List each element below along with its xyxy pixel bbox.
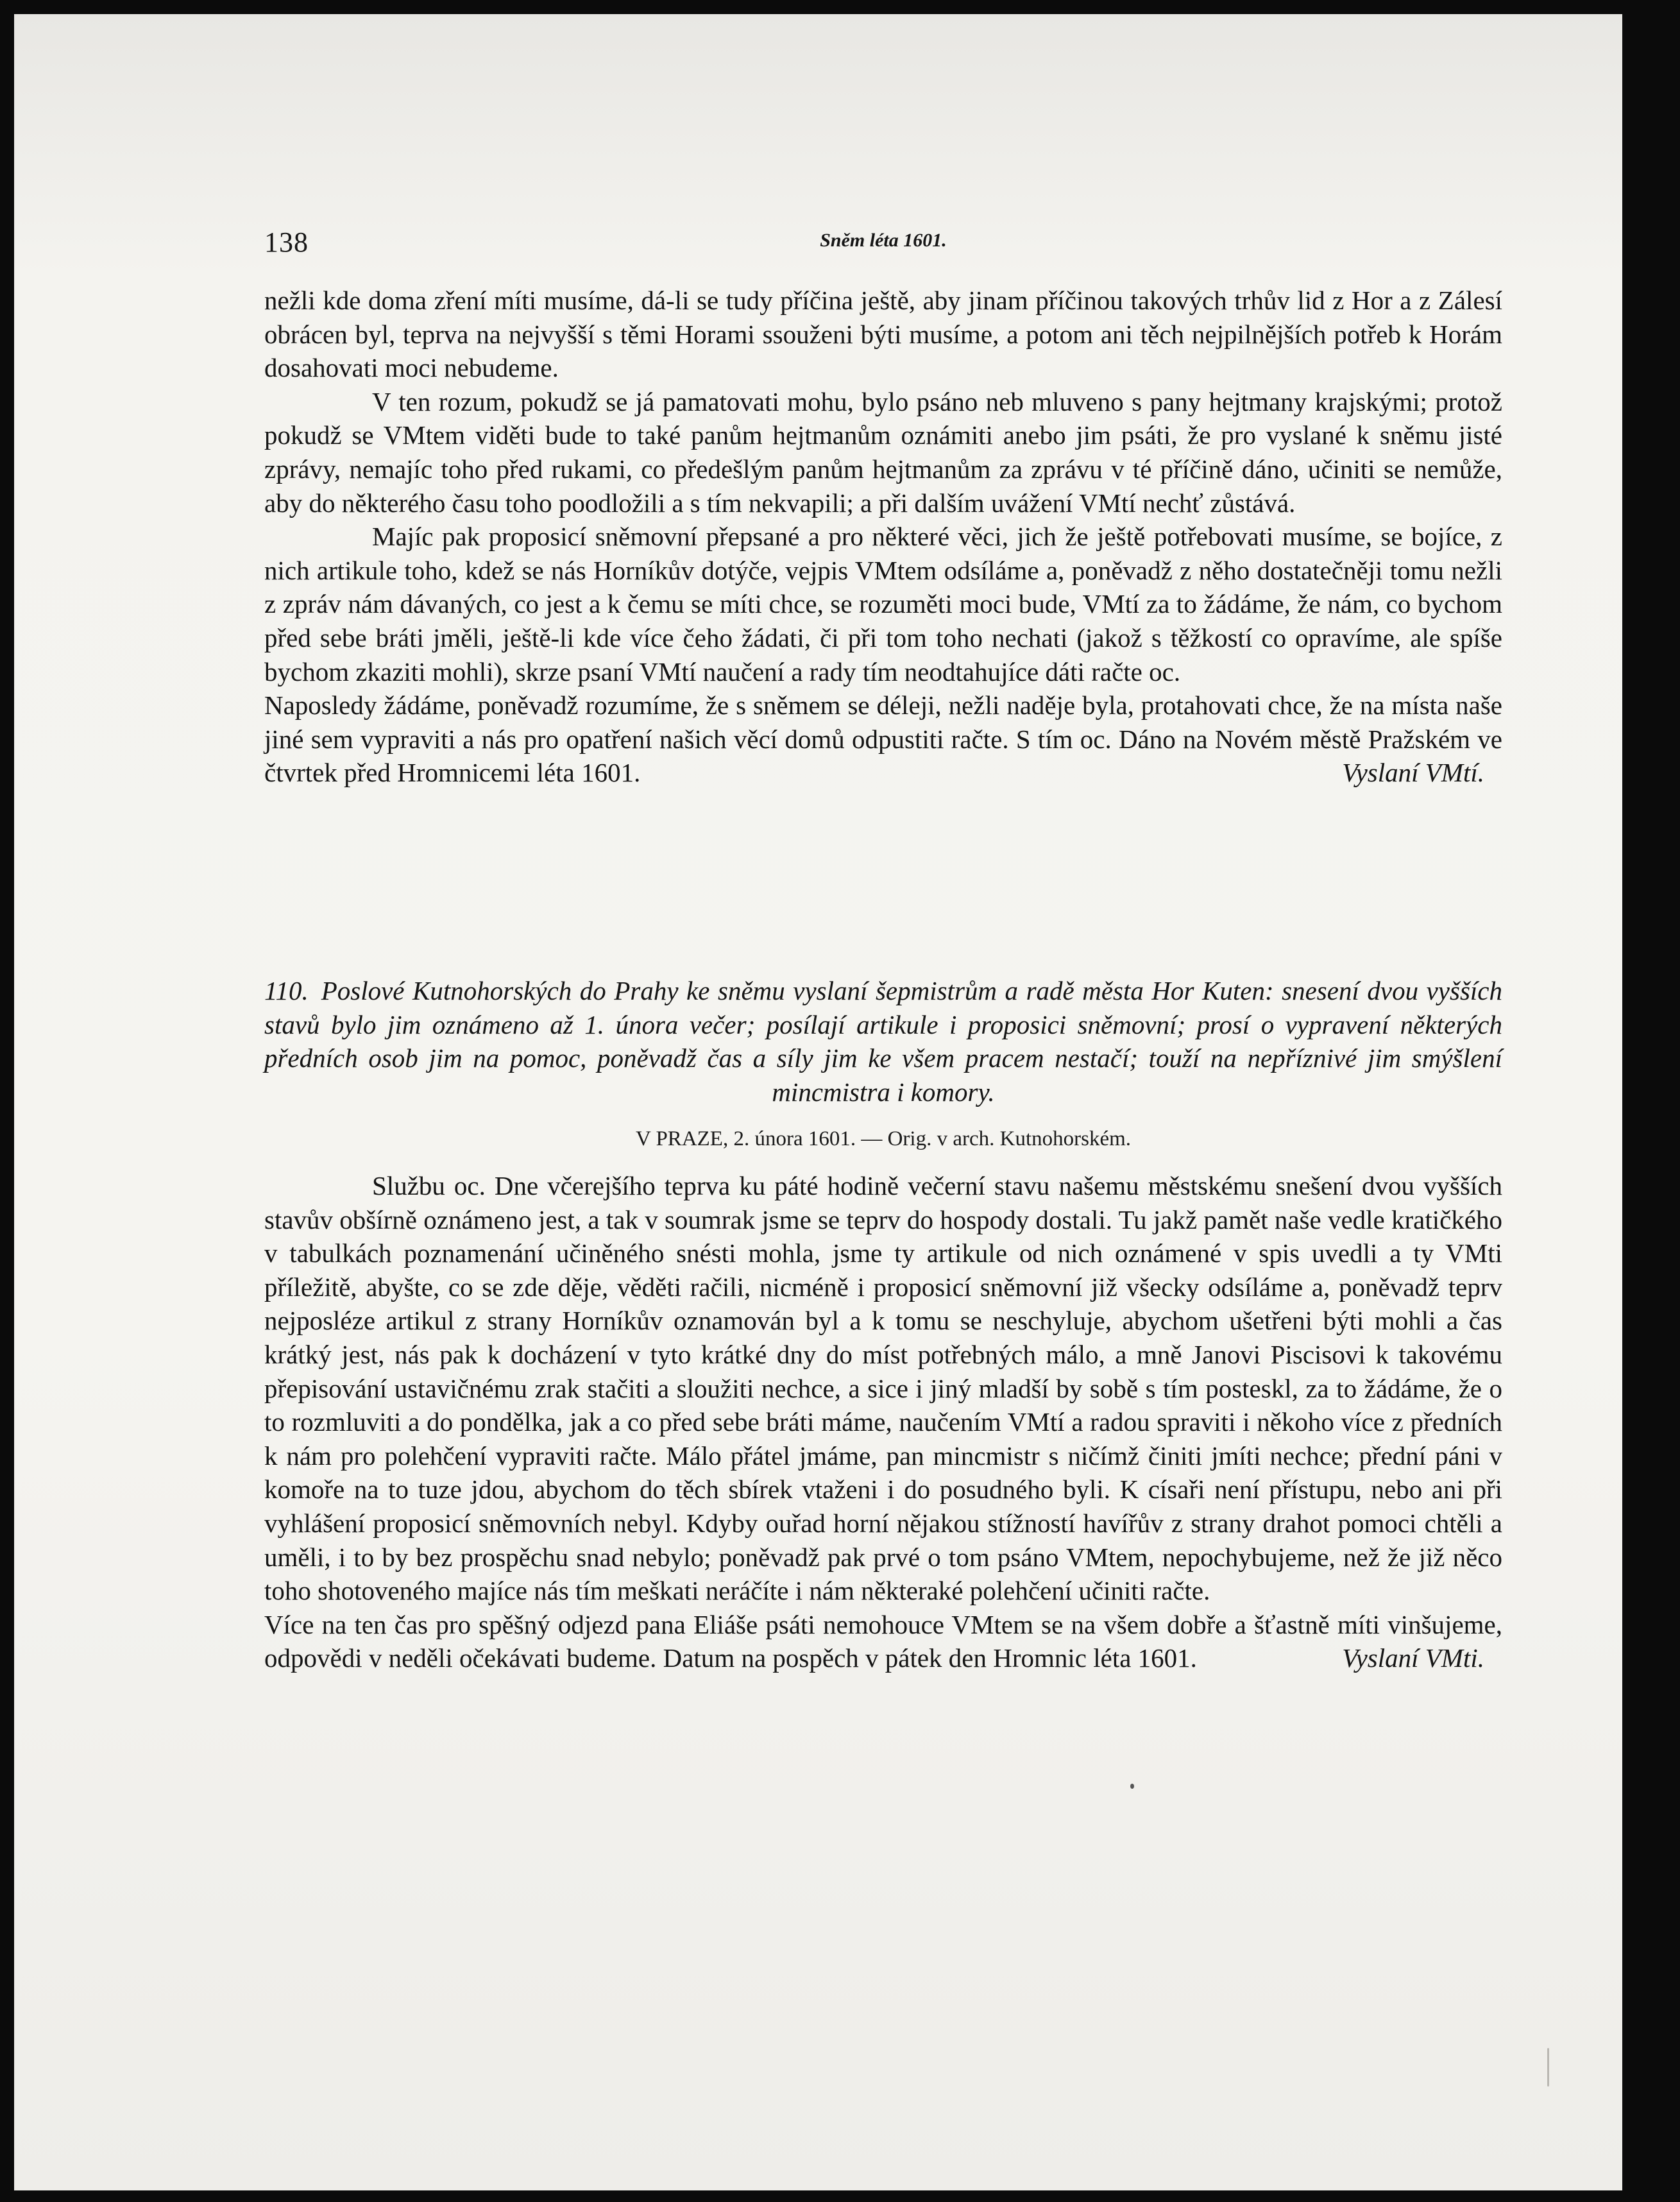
paragraph: Službu oc. Dne včerejšího teprva ku páté hodině večerní stavu našemu městskému snešení dvou vyšších stavův obšírně oznámeno jest, a tak v soumrak jsme se teprv do hospody dostali. Tu jakž pamět naše vedle kratičkého v tabulkách poznamenání učiněného snésti mohla, jsme ty artikule od nich oznámené v spis uvedli a ty VMti příležitě, abyšte, co se zde děje, věděti račili, nicméně i proposicí sněmovní již všecky odsíláme a, poněvadž teprv nejposléze artikul z strany Horníkův oznamován byl a k tomu se neschyluje, abychom ušetřeni býti mohli a čas krátký jest, nás pak k docházení v tyto krátké dny do míst potřebných málo, a mně Janovi Piscisovi k takovému přepisování ustavičnému zrak stačiti a sloužiti nechce, a sice i jiný mladší by sobě s tím posteskl, za to žádáme, že o to rozmluviti a do pondělka, jak a co před sebe bráti máme, naučením VMtí a radou spraviti i někoho více z předních k nám pro polehčení vypraviti račte. Málo přátel jmáme, pan mincmistr s ničímž činiti jmíti nechce; přední páni v komoře na to tuze jdou, abychom do těch sbírek vtaženi i do posudného byli. K císaři není přístupu, nebo ani při vyhlášení proposicí sněmovních nebyl. Kdyby ouřad horní nějakou stížností havířův z strany drahot pomoci chtěli a uměli, i to by bez prospěchu snad nebylo; poněvadž pak prvé o tom psáno VMtem, nepochybujeme, než že již něco toho shotoveného majíce nás tím meškati neráčíte i nám některaké polehčení učiniti račte.	[264, 1171, 1503, 1606]
page-number: 138	[264, 226, 309, 258]
scanned-page	[14, 14, 1645, 2190]
ink-speck	[1130, 1784, 1134, 1789]
document-110-body	[264, 1169, 1502, 1675]
signature: Vyslaní VMtí.	[1342, 758, 1484, 788]
paragraph: Majíc pak proposicí sněmovní přepsané a pro některé věci, jich že ještě potřebovati musíme, se bojíce, z nich artikule toho, kdež se nás Horníkův dotýče, vejpis VMtem odsíláme a, poněvadž z něho dostatečněji tomu nežli z zpráv nám dávaných, co jest a k čemu se míti chce, se rozuměti moci bude, VMtí za to žádáme, že nám, co bychom před sebe bráti jměli, ještě-li kde více čeho žádati, či při tom toho nechati (jakož s těžkostí co opravíme, ale spíše bychom zkaziti mohli), skrze psaní VMtí naučení a rady tím neodtahujíce dáti račte oc.	[264, 522, 1502, 687]
paragraph: nežli kde doma zření míti musíme, dá-li se tudy příčina ještě, aby jinam příčinou takových trhův lid z Hor a z Zálesí obrácen byl, teprva na nejvyšší s těmi Horami ssouženi býti musíme, a potom ani těch nejpilnějších potřeb k Horám dosahovati moci nebudeme.	[264, 286, 1502, 383]
closing-paragraph	[264, 1608, 1502, 1675]
document-number: 110.	[264, 976, 309, 1005]
page-header	[264, 226, 1502, 258]
document-summary: Poslové Kutnohorských do Prahy ke sněmu vyslaní šepmistrům a radě města Hor Kuten: snesení dvou vyšších stavů bylo jim oznámeno až 1. února večer; posílají artikule i proposici sněmovní; prosí o vypravení některých předních osob jim na pomoc, poněvadž čas a síly jim ke všem pracem nestačí; touží na nepříznivé jim smýšlení mincmistra i komory.	[264, 976, 1502, 1107]
paragraph: Naposledy žádáme, poněvadž rozumíme, že s sněmem se déleji, nežli naděje byla, protahovati chce, že na místa naše jiné sem vypraviti a nás pro opatření našich věcí domů odpustiti račte. S tím oc. Dáno na Novém městě Pražském ve čtvrtek před Hromnicemi léta 1601.	[264, 690, 1502, 788]
document-source: V PRAZE, 2. února 1601. — Orig. v arch. Kutnohorském.	[635, 1127, 1132, 1150]
letter-109-continuation	[264, 284, 1502, 790]
signature: Vyslaní VMti.	[1342, 1643, 1484, 1673]
running-title: Sněm léta 1601.	[820, 230, 947, 251]
scan-border	[1622, 0, 1680, 2202]
paragraph: Více na ten čas pro spěšný odjezd pana Eliáše psáti nemohouce VMtem se na všem dobře a šťastně míti vinšujeme, odpovědi v neděli očekávati budeme. Datum na pospěch v pátek den Hromnic léta 1601.	[264, 1609, 1502, 1673]
document-110-heading	[264, 974, 1502, 1109]
scan-mark	[1547, 2048, 1549, 2087]
paragraph: V ten rozum, pokudž se já pamatovati mohu, bylo psáno neb mluveno s pany hejtmany krajskými; protož pokudž se VMtem viděti bude to také panům hejtmanům oznámiti anebo jim psáti, že pro vyslané k sněmu jisté zprávy, nemajíc toho před rukami, co předešlým panům hejtmanům za zprávu v té příčině dáno, učiniti se nemůže, aby do některého času toho poodložili a s tím nekvapili; a při dalším uvážení VMtí nechť zůstává.	[264, 386, 1502, 518]
closing-paragraph	[264, 688, 1502, 790]
